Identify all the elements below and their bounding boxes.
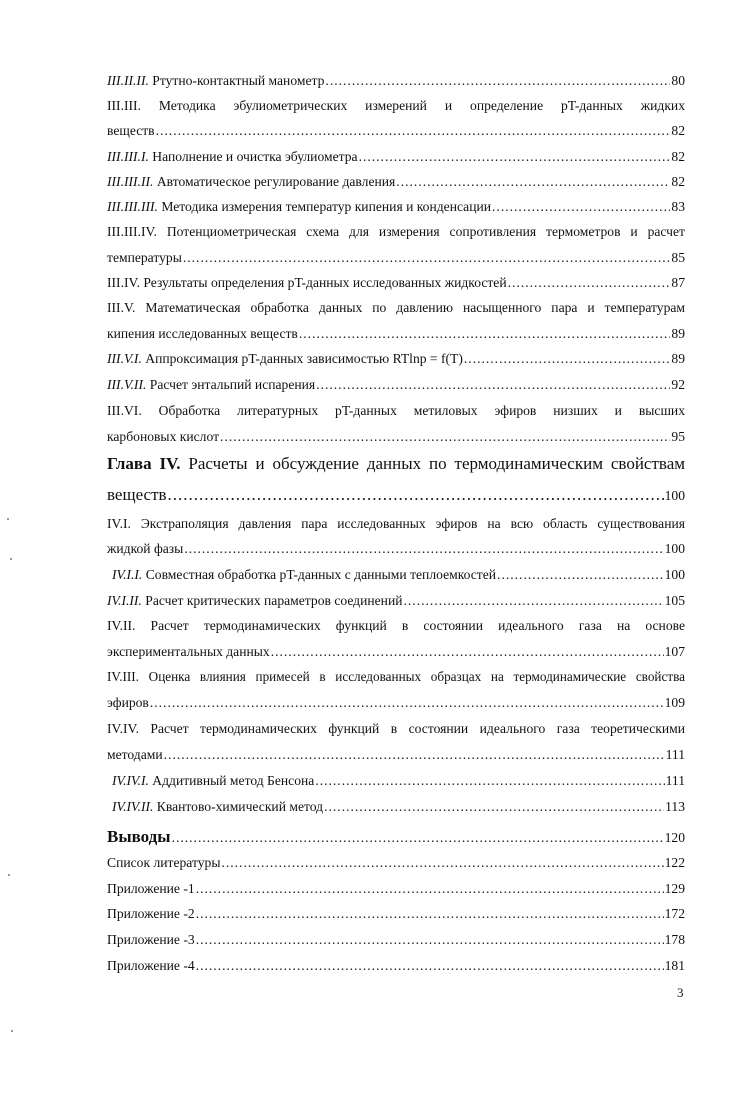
toc-entry <box>112 772 685 790</box>
toc-entry <box>107 122 685 140</box>
toc-entry-line1: III.V. Математическая обработка данных по давлению насыщенного пара и температурам <box>107 300 685 315</box>
scan-speck <box>10 558 12 560</box>
dot-leader <box>164 746 665 764</box>
toc-entry-title: методами <box>107 747 163 762</box>
toc-entry <box>107 376 685 394</box>
toc-page-number: 95 <box>671 429 685 444</box>
toc-page-number: 80 <box>671 73 685 88</box>
dot-leader <box>396 173 670 191</box>
toc-entry-title: Список литературы <box>107 855 221 870</box>
toc-entry-title: III.II.II. Ртутно-контактный манометр <box>107 73 325 88</box>
toc-entry-title: жидкой фазы <box>107 541 184 556</box>
toc-entry-title: температуры <box>107 250 182 265</box>
toc-page-number: 82 <box>671 149 685 164</box>
toc-entry-title: III.IV. Результаты определения pT-данных исследованных жидкостей <box>107 275 507 290</box>
toc-page-number: 113 <box>665 799 685 814</box>
dot-leader <box>196 931 664 949</box>
toc-page-number: 178 <box>664 932 685 947</box>
dot-leader <box>184 540 663 558</box>
toc-page-number: 82 <box>671 174 685 189</box>
toc-entry <box>107 325 685 343</box>
toc-entry <box>107 540 685 558</box>
dot-leader <box>315 772 664 790</box>
toc-page-number: 89 <box>671 351 685 366</box>
dot-leader <box>324 798 664 816</box>
toc-page-number: 120 <box>664 830 685 845</box>
dot-leader <box>196 957 664 975</box>
toc-entry-title: Приложение -4 <box>107 958 195 973</box>
dot-leader <box>359 148 671 166</box>
toc-page-number: 82 <box>671 123 685 138</box>
toc-entry <box>107 880 685 898</box>
toc-entry-title: кипения исследованных веществ <box>107 326 298 341</box>
toc-entry <box>107 428 685 446</box>
toc-page-number: 100 <box>664 567 685 582</box>
toc-entry-title: IV.IV.II. Квантово-химический метод <box>112 799 324 814</box>
toc-entry-title: IV.I.I. Совместная обработка pT-данных с данными теплоемкостей <box>112 567 497 582</box>
dot-leader <box>172 829 664 847</box>
dot-leader <box>220 428 670 446</box>
toc-entry-line1: III.VI. Обработка литературных pT-данных метиловых эфиров низших и высших <box>107 403 685 418</box>
toc-entry-title: веществ <box>107 123 155 138</box>
dot-leader <box>196 905 664 923</box>
toc-page-number: 122 <box>664 855 685 870</box>
toc-entry <box>107 905 685 923</box>
toc-page-number: 111 <box>665 773 685 788</box>
toc-entry-title: III.III.II. Автоматическое регулирование давления <box>107 174 396 189</box>
toc-entry <box>112 798 685 816</box>
toc-entry-title: IV.I.II. Расчет критических параметров соединений <box>107 593 403 608</box>
dot-leader <box>316 376 670 394</box>
chapter-heading <box>107 453 685 475</box>
toc-page-number: 107 <box>664 644 685 659</box>
dot-leader <box>404 592 664 610</box>
toc-entry <box>112 566 685 584</box>
dot-leader <box>168 484 664 506</box>
toc-entry <box>107 957 685 975</box>
scan-speck <box>11 1030 13 1032</box>
toc-entry-title: III.III.I. Наполнение и очистка эбулиометра <box>107 149 358 164</box>
scan-speck <box>8 874 10 876</box>
dot-leader <box>299 325 671 343</box>
dot-leader <box>156 122 671 140</box>
dot-leader <box>271 643 664 661</box>
dot-leader <box>325 72 670 90</box>
scan-speck <box>7 518 9 520</box>
toc-entry-title: III.III.III. Методика измерения температур кипения и конденсации <box>107 199 492 214</box>
dot-leader <box>221 854 663 872</box>
toc-entry-line1: III.III.IV. Потенциометрическая схема для измерения сопротивления термометров и расчет <box>107 224 685 239</box>
toc-entry <box>107 746 685 764</box>
toc-entry <box>107 931 685 949</box>
toc-entry-title: веществ <box>107 485 167 504</box>
dot-leader <box>492 198 670 216</box>
toc-entry-title: Приложение -3 <box>107 932 195 947</box>
toc-entry <box>107 592 685 610</box>
toc-entry-line1: IV.II. Расчет термодинамических функций в состоянии идеального газа на основе <box>107 618 685 633</box>
dot-leader <box>508 274 671 292</box>
toc-entry-title: Приложение -2 <box>107 906 195 921</box>
toc-entry-title: Приложение -1 <box>107 881 195 896</box>
chapter-label: Глава IV. <box>107 454 181 473</box>
toc-page-number: 111 <box>665 747 685 762</box>
toc-entry-title: III.V.I. Аппроксимация pT-данных зависимостью RTlnp = f(T) <box>107 351 463 366</box>
toc-entry <box>107 198 685 216</box>
toc-page-number: 172 <box>664 906 685 921</box>
toc-entry <box>107 173 685 191</box>
dot-leader <box>150 694 664 712</box>
dot-leader <box>196 880 664 898</box>
toc-page-number: 129 <box>664 881 685 896</box>
dot-leader <box>464 350 671 368</box>
toc-entry-line1: III.III. Методика эбулиометрических измерений и определение pT-данных жидких <box>107 98 685 113</box>
toc-entry-title: III.V.II. Расчет энтальпий испарения <box>107 377 316 392</box>
toc-entry-title: экспериментальных данных <box>107 644 270 659</box>
toc-entry <box>107 274 685 292</box>
toc-entry-line1: IV.I. Экстраполяция давления пара исследованных эфиров на всю область существования <box>107 516 685 531</box>
toc-entry-title: эфиров <box>107 695 149 710</box>
toc-entry-title: карбоновых кислот <box>107 429 220 444</box>
toc-entry <box>107 643 685 661</box>
toc-page-number: 105 <box>664 593 685 608</box>
toc-entry <box>107 694 685 712</box>
toc-entry-title: Выводы <box>107 827 171 846</box>
toc-page-number: 85 <box>671 250 685 265</box>
dot-leader <box>497 566 664 584</box>
toc-entry <box>107 484 685 507</box>
toc-page-number: 92 <box>671 377 685 392</box>
toc-entry <box>107 249 685 267</box>
toc-page-number: 109 <box>664 695 685 710</box>
toc-entry <box>107 826 685 848</box>
toc-entry-line1: IV.IV. Расчет термодинамических функций в состоянии идеального газа теоретическими <box>107 721 685 736</box>
toc-page-number: 87 <box>671 275 685 290</box>
toc-entry-line1: IV.III. Оценка влияния примесей в исследованных образцах на термодинамические свойства <box>107 669 685 684</box>
toc-page-number: 100 <box>664 541 685 556</box>
toc-entry <box>107 854 685 872</box>
toc-page-number: 181 <box>664 958 685 973</box>
toc-entry <box>107 350 685 368</box>
page-number: 3 <box>677 985 684 1000</box>
toc-page-number: 83 <box>671 199 685 214</box>
dot-leader <box>183 249 671 267</box>
toc-page-number: 89 <box>671 326 685 341</box>
toc-entry-title: IV.IV.I. Аддитивный метод Бенсона <box>112 773 315 788</box>
chapter-title: Расчеты и обсуждение данных по термодинамическим свойствам <box>188 454 685 473</box>
toc-entry <box>107 148 685 166</box>
toc-page-number: 100 <box>664 488 685 503</box>
toc-entry <box>107 72 685 90</box>
